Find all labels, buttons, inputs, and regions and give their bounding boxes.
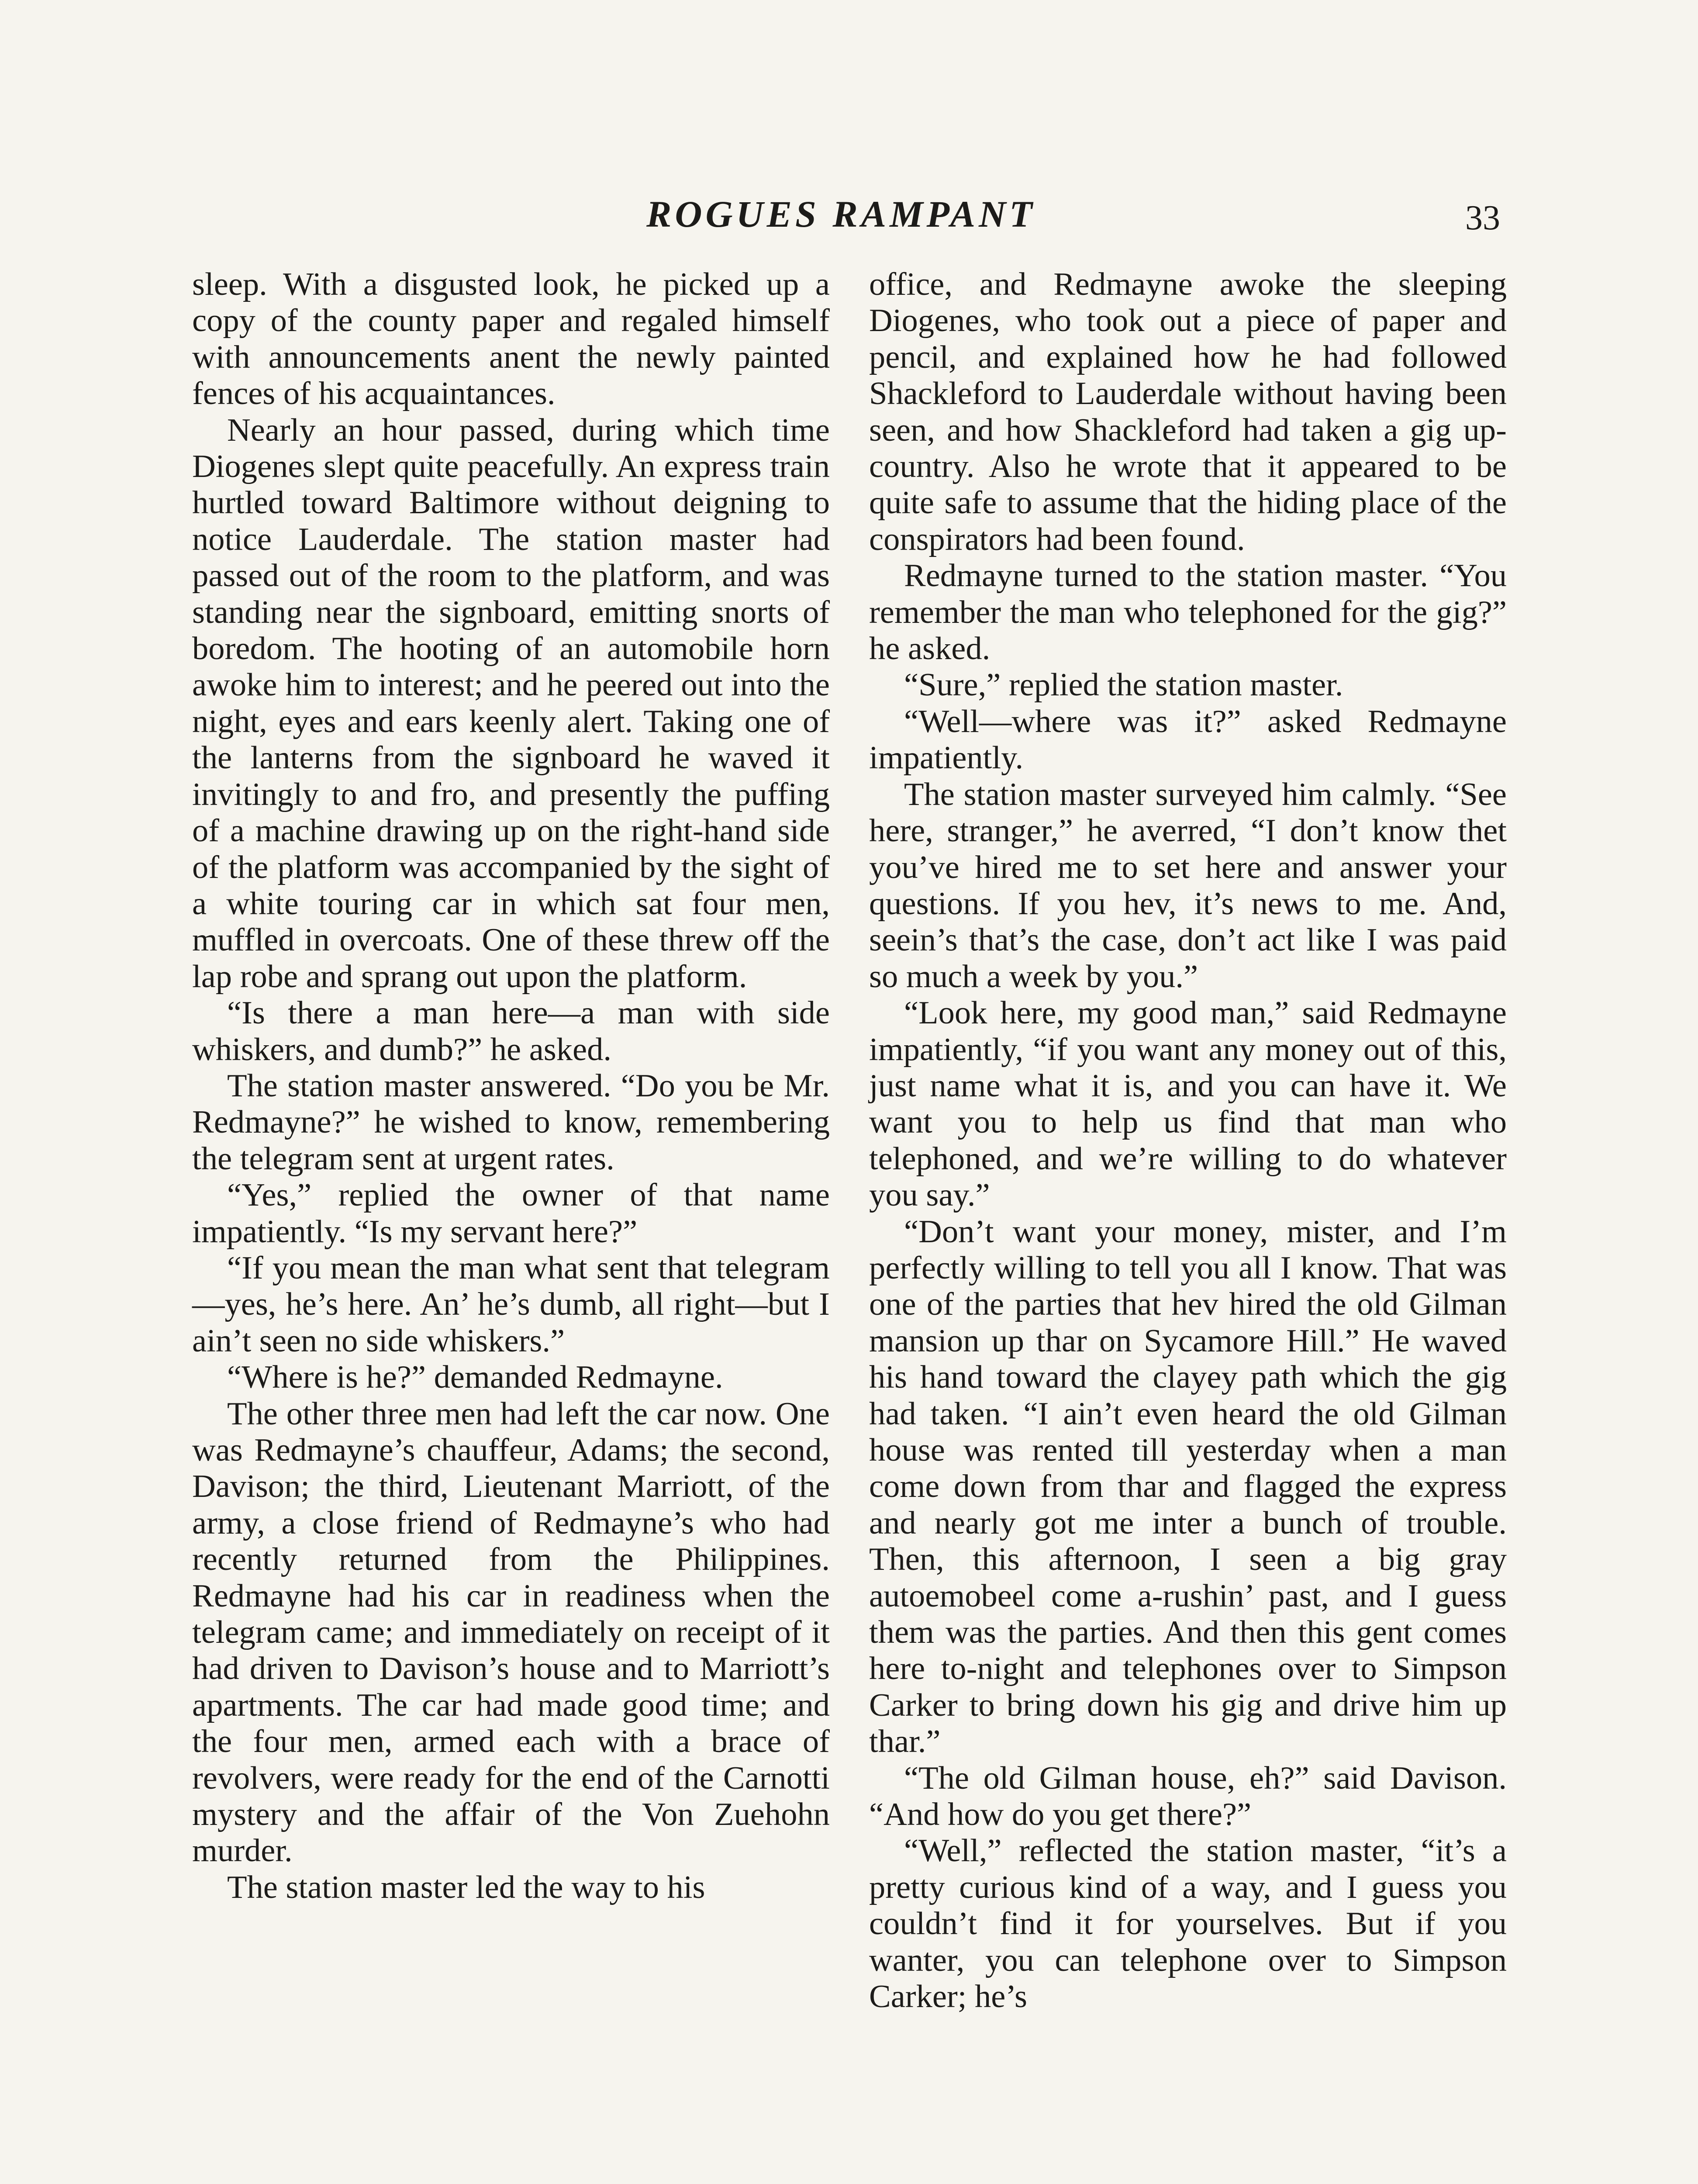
page-header xyxy=(0,192,1698,240)
paragraph: The station master surveyed him calmly. “See here, stranger,” he averred, “I don’t know thet you’ve hired me to set here and answer your questions. If you hev, it’s news to me. And, seein’s that’s the case, don’t act like I was paid so much a week by you.” xyxy=(869,776,1507,995)
left-text-column xyxy=(192,266,830,1906)
paragraph: Nearly an hour passed, during which time Diogenes slept quite peacefully. An express train hurtled toward Baltimore without deigning to notice Lauderdale. The station master had passed out of the room to the platform, and was standing near the signboard, emitting snorts of boredom. The hooting of an automobile horn awoke him to interest; and he peered out into the night, eyes and ears keenly alert. Taking one of the lanterns from the signboard he waved it invitingly to and fro, and presently the puffing of a machine drawing up on the right-hand side of the platform was accompanied by the sight of a white touring car in which sat four men, muffled in overcoats. One of these threw off the lap robe and sprang out upon the platform. xyxy=(192,412,830,995)
paragraph: “Well,” reflected the station master, “it’s a pretty curious kind of a way, and I guess you couldn’t find it for yourselves. But if you wanter, you can telephone over to Simpson Carker; he’s xyxy=(869,1833,1507,2015)
paragraph: “Is there a man here—a man with side whiskers, and dumb?” he asked. xyxy=(192,995,830,1068)
paragraph: The station master led the way to his xyxy=(227,1869,705,1905)
page-number: 33 xyxy=(1465,199,1500,237)
paragraph: The other three men had left the car now. One was Redmayne’s chauffeur, Adams; the second, Davison; the third, Lieutenant Marriott, of the army, a close friend of Redmayne’s who had recently returned from the Philippines. Redmayne had his car in readiness when the telegram came; and immediately on receipt of it had driven to Davison’s house and to Marriott’s apartments. The car had made good time; and the four men, armed each with a brace of revolvers, were ready for the end of the Carnotti mystery and the affair of the Von Zuehohn murder. xyxy=(192,1396,830,1869)
paragraph: “Where is he?” demanded Redmayne. xyxy=(227,1359,723,1396)
paragraph: “Yes,” replied the owner of that name impatiently. “Is my servant here?” xyxy=(192,1177,830,1250)
paragraph: “Sure,” replied the station master. xyxy=(904,667,1343,703)
running-title: ROGUES RAMPANT xyxy=(646,193,1036,235)
paragraph: “Look here, my good man,” said Redmayne impatiently, “if you want any money out of this, just name what it is, and you can have it. We want you to help us find that man who telephoned, and we’re willing to do whatever you say.” xyxy=(869,995,1507,1213)
paragraph: “Don’t want your money, mister, and I’m perfectly willing to tell you all I know. That was one of the parties that hev hired the old Gilman mansion up thar on Sycamore Hill.” He waved his hand toward the clayey path which the gig had taken. “I ain’t even heard the old Gilman house was rented till yesterday when a man come down from thar and flagged the express and nearly got me inter a bunch of trouble. Then, this afternoon, I seen a big gray autoemobeel come a-rushin’ past, and I guess them was the parties. And then this gent comes here to-night and telephones over to Simpson Carker to bring down his gig and drive him up thar.” xyxy=(869,1213,1507,1760)
paragraph: “Well—where was it?” asked Redmayne impatiently. xyxy=(869,703,1507,776)
paragraph: office, and Redmayne awoke the sleeping Diogenes, who took out a piece of paper and pencil, and explained how he had followed Shackleford to Lauderdale without having been seen, and how Shackleford had taken a gig up-country. Also he wrote that it appeared to be quite safe to assume that the hiding place of the conspirators had been found. xyxy=(869,266,1507,557)
right-text-column xyxy=(869,266,1507,2015)
paragraph: “The old Gilman house, eh?” said Davison. “And how do you get there?” xyxy=(869,1760,1507,1833)
paragraph: “If you mean the man what sent that telegram—yes, he’s here. An’ he’s dumb, all right—but I ain’t seen no side whiskers.” xyxy=(192,1250,830,1359)
paragraph: The station master answered. “Do you be Mr. Redmayne?” he wished to know, remembering the telegram sent at urgent rates. xyxy=(192,1068,830,1177)
paragraph: Redmayne turned to the station master. “You remember the man who telephoned for the gig?” he asked. xyxy=(869,558,1507,667)
paragraph: sleep. With a disgusted look, he picked up a copy of the county paper and regaled himself with announcements anent the newly painted fences of his acquaintances. xyxy=(192,266,830,412)
